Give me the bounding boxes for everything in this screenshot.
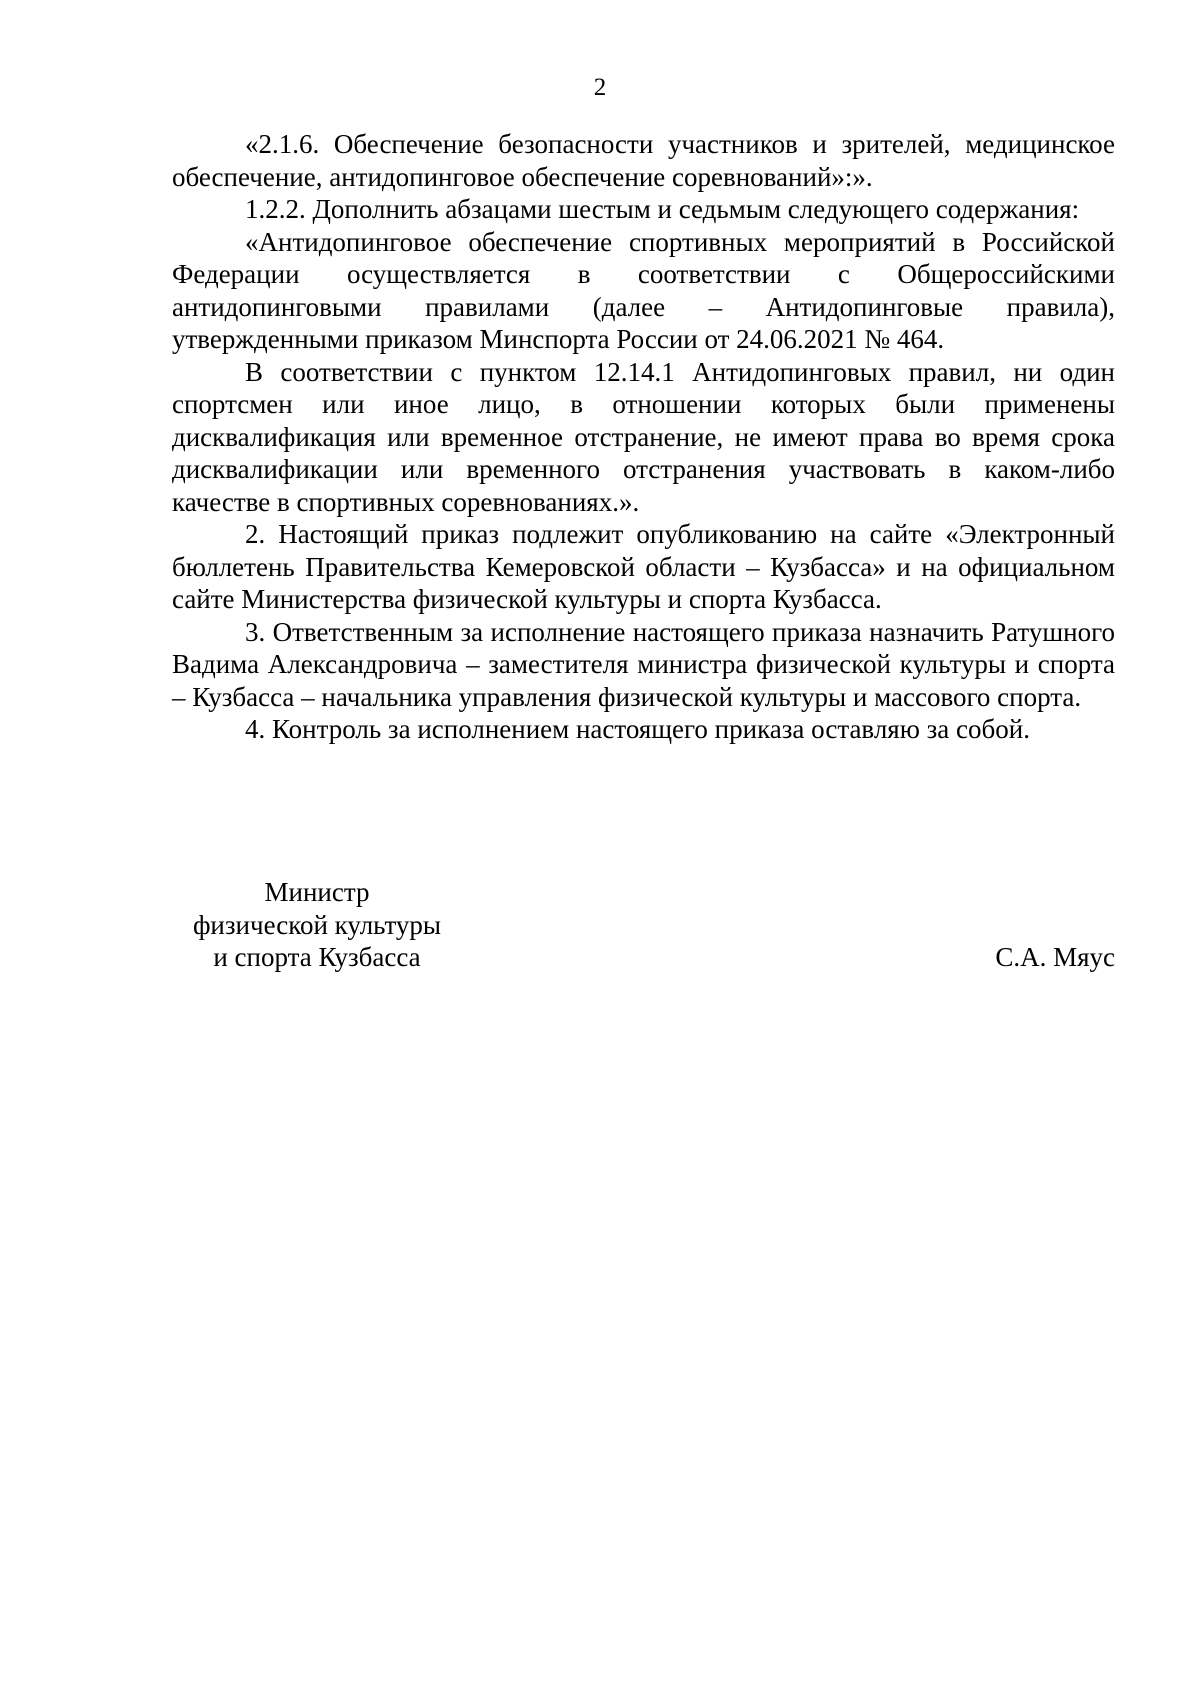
signatory-title-line: физической культуры: [192, 909, 442, 940]
signatory-title-line: и спорта Кузбасса: [213, 942, 421, 972]
paragraph-2-1-6: «2.1.6. Обеспечение безопасности участников и зрителей, медицинское обеспечение, антидопинговое обеспечение соревнований»:».: [172, 129, 1115, 192]
paragraph-1-2-2: 1.2.2. Дополнить абзацами шестым и седьмым следующего содержания:: [245, 194, 1080, 224]
page-number: 2: [593, 74, 607, 101]
document-body: [172, 128, 1115, 746]
signatory-name: С.А. Мяус: [995, 942, 1115, 972]
paragraph-responsible: 3. Ответственным за исполнение настоящего приказа назначить Ратушного Вадима Александровича – заместителя министра физической культуры и спорта – Кузбасса – начальника управления физической культуры и массового спорта.: [172, 616, 1115, 712]
paragraph-12-14-1: В соответствии с пунктом 12.14.1 Антидопинговых правил, ни один спортсмен или иное лицо, в отношении которых были применены дисквалификация или временное отстранение, не имеют права во время срока дисквалификации или временного отстранения участвовать в каком-либо качестве в спортивных соревнованиях.».: [172, 356, 1115, 517]
paragraph-control: 4. Контроль за исполнением настоящего приказа оставляю за собой.: [245, 714, 1030, 744]
paragraph-antidoping-support: «Антидопинговое обеспечение спортивных мероприятий в Российской Федерации осуществляется в соответствии с Общероссийскими антидопинговыми правилами (далее – Антидопинговые правила), утвержденными приказом Минспорта России от 24.06.2021 № 464.: [172, 226, 1115, 354]
signatory-title-line: Министр: [264, 877, 370, 907]
paragraph-publication: 2. Настоящий приказ подлежит опубликованию на сайте «Электронный бюллетень Правительства Кемеровской области – Кузбасса» и на официальном сайте Министерства физической культуры и спорта Кузбасса.: [172, 519, 1115, 614]
signatory-title: [172, 876, 462, 974]
